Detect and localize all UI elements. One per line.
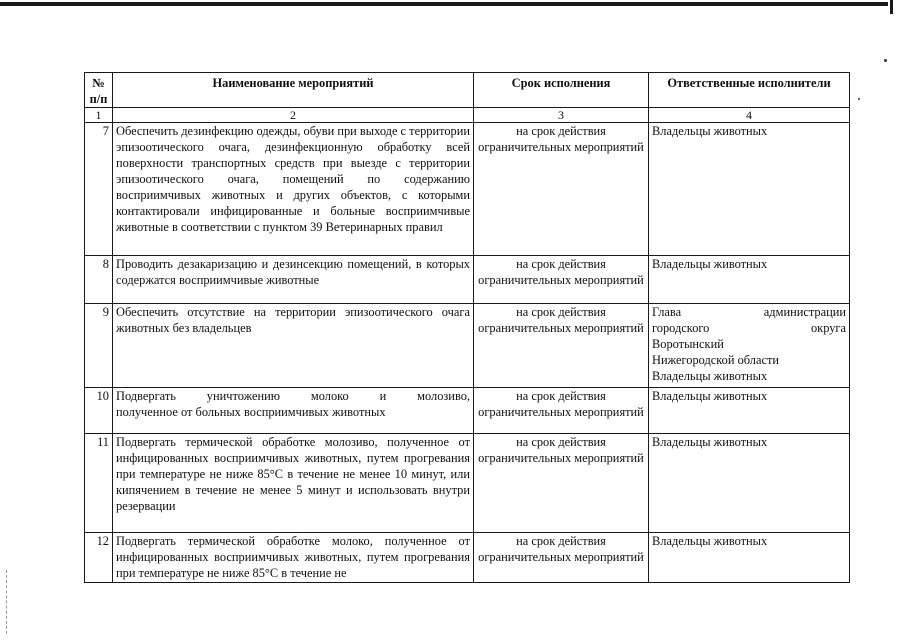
table-row [85,123,850,256]
scan-corner-mark [884,0,893,14]
scan-speck [884,59,887,62]
measure-term: на срок действия ограничительных мероприятий [474,434,649,533]
measure-term: на срок действия ограничительных мероприятий [474,256,649,304]
measure-responsible: Владельцы животных [649,434,850,533]
measure-responsible: Владельцы животных [649,388,850,434]
responsible-line: Нижегородской области [652,353,780,367]
row-number: 9 [85,304,113,388]
measure-name-line: Подвергать уничтожению молоко и молозиво, [116,389,470,403]
measure-responsible: Владельцы животных [649,123,850,256]
measure-term: на срок действия ограничительных мероприятий [474,388,649,434]
column-number: 1 [85,108,113,123]
scan-edge-mark [6,570,8,634]
row-number: 7 [85,123,113,256]
table-row [85,304,850,388]
measure-name: Обеспечить дезинфекцию одежды, обуви при выходе с территории эпизоотического очага, дезинфекционную обработку всей поверхности транспортных средств при выезде с территории эпизоотического очага, помещений по содержанию восприимчивых животных и других объектов, с которыми контактировали инфицированные и больные восприимчивые животные в соответствии с пунктом 39 Ветеринарных правил [113,123,474,256]
column-number: 3 [474,108,649,123]
column-number: 2 [113,108,474,123]
table-row [85,256,850,304]
row-number: 11 [85,434,113,533]
header-number: № п/п [85,73,113,108]
scan-speck [858,98,860,100]
responsible-line: Глава администрации [652,305,846,319]
scan-top-rule [0,2,888,6]
measures-table [84,72,850,583]
measure-name: Подвергать термической обработке молозиво, полученное от инфицированных восприимчивых животных, путем прогревания при температуре не ниже 85°С в течение не менее 10 минут, или кипячением в течение не менее 5 минут и использовать внутри резервации [113,434,474,533]
header-responsible: Ответственные исполнители [649,73,850,108]
table-row [85,533,850,583]
row-number: 12 [85,533,113,583]
row-number: 8 [85,256,113,304]
measure-term: на срок действия ограничительных мероприятий [474,304,649,388]
row-number: 10 [85,388,113,434]
column-number-row [85,108,850,123]
header-measure-name: Наименование мероприятий [113,73,474,108]
table-row [85,434,850,533]
table-header-row [85,73,850,108]
measure-responsible: Владельцы животных [649,256,850,304]
column-number: 4 [649,108,850,123]
header-term: Срок исполнения [474,73,649,108]
measure-name: Проводить дезакаризацию и дезинсекцию помещений, в которых содержатся восприимчивые животные [113,256,474,304]
table-row [85,388,850,434]
responsible-line: городского округа [652,321,846,335]
measure-responsible [649,304,850,388]
measure-name: Подвергать термической обработке молоко, полученное от инфицированных восприимчивых животных, путем прогревания при температуре не ниже 85°С в течение не [113,533,474,583]
measure-responsible: Владельцы животных [649,533,850,583]
responsible-line: Владельцы животных [652,369,768,383]
measure-term: на срок действия ограничительных мероприятий [474,123,649,256]
measure-term: на срок действия ограничительных мероприятий [474,533,649,583]
measure-name [113,388,474,434]
measure-name-line: полученное от больных восприимчивых животных [116,405,386,419]
measure-name: Обеспечить отсутствие на территории эпизоотического очага животных без владельцев [113,304,474,388]
responsible-line: Воротынский [652,337,724,351]
